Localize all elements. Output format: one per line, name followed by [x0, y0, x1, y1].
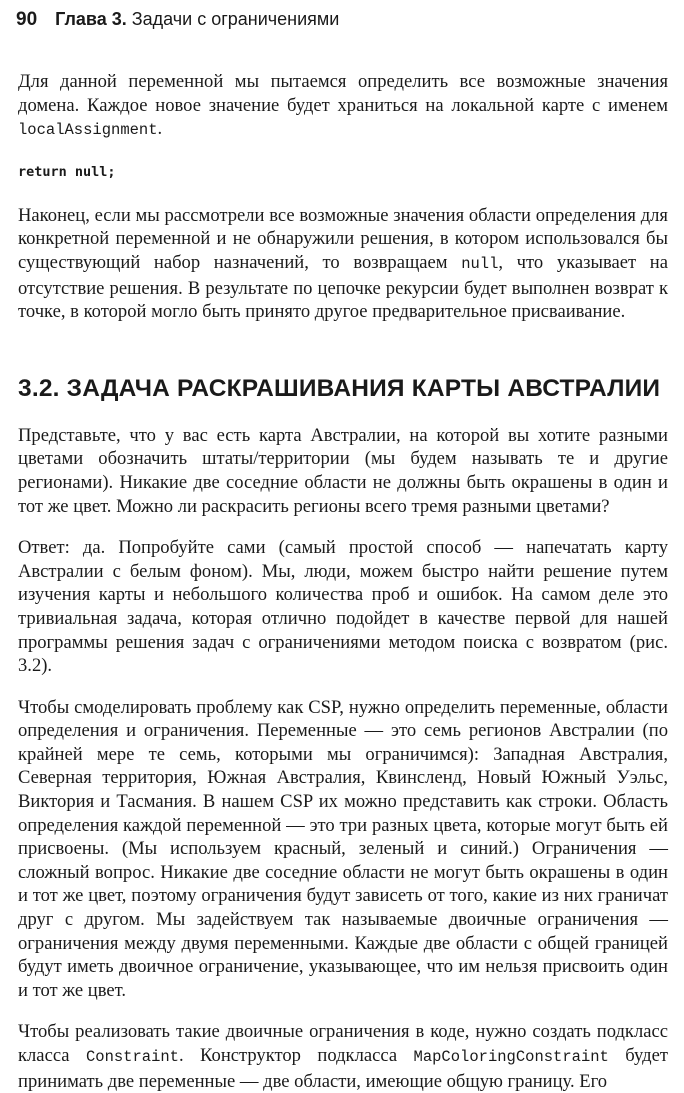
paragraph-text: .: [157, 118, 163, 140]
inline-code-map-coloring-constraint: MapColoringConstraint: [413, 1048, 609, 1066]
paragraph-binary-constraints: [18, 1020, 668, 1093]
inline-code-null: null: [461, 254, 499, 273]
section-heading: 3.2. ЗАДАЧА РАСКРАШИВАНИЯ КАРТЫ АВСТРАЛИИ: [18, 374, 661, 402]
inline-code-constraint: Constraint: [85, 1048, 179, 1066]
chapter-title: Задачи с ограничениями: [131, 9, 340, 29]
running-header: [16, 9, 339, 39]
paragraph-no-solution: [18, 204, 668, 324]
paragraph-text: Наконец, если мы рассмотрели все возможные значения области определения для конкретной переменной и не обнаружили решения, в котором использовался бы существующий набор назначений, то возвращаем: [18, 204, 668, 273]
paragraph-domain-values: [18, 70, 668, 143]
paragraph-csp-model: Чтобы смоделировать проблему как CSP, нужно определить переменные, области определения и ограничения. Переменные — это семь регионов Австралии (по крайней мере те семь, которыми мы ограничимся): Западная Австралия, Северная территория, Южная Австралия, Квинсленд, Новый Южный Уэльс, Виктория и Тасмания. В нашем CSP их можно представить как строки. Область определения каждой переменной — это три разных цвета, которые могут быть ей присвоены. (Мы используем красный, зеленый и синий.) Ограничения — сложный вопрос. Никакие две соседние области не могут быть окрашены в один и тот же цвет, поэтому ограничения будут зависеть от того, какие из них граничат друг с другом. Мы задействуем так называемые двоичные ограничения — ограничения между двумя переменными. Каждые две области с общей границей будут иметь двоичное ограничение, указывающее, что им нельзя присвоить один и тот же цвет.: [18, 696, 668, 1001]
paragraph-map-intro: Представьте, что у вас есть карта Австралии, на которой вы хотите разными цветами обозначить штаты/территории (мы будем называть те и другие регионами). Никакие две соседние области не должны быть окрашены в один и тот же цвет. Можно ли раскрасить регионы всего тремя разными цветами?: [18, 424, 668, 517]
chapter-label: Глава 3.: [55, 9, 127, 29]
paragraph-text: будет принимать две переменные — две области, имеющие общую границу. Его: [18, 1045, 668, 1092]
code-line: return null;: [18, 163, 116, 180]
page-content: [18, 70, 668, 1093]
chapter-heading: [55, 9, 339, 30]
paragraph-text: Для данной переменной мы пытаемся определить все возможные значения домена. Каждое новое значение будет храниться на локальной карте с именем: [18, 71, 668, 116]
paragraph-text: . Конструктор подкласса: [178, 1045, 414, 1066]
paragraph-text: , что указывает на отсутствие решения. В результате по цепочке рекурсии будет выполнен возврат к точке, в которой могло быть принято другое предварительное присваивание.: [18, 251, 668, 323]
paragraph-answer: Ответ: да. Попробуйте сами (самый простой способ — напечатать карту Австралии с белым фоном). Мы, люди, можем быстро найти решение путем изучения карты и небольшого количества проб и ошибок. На самом деле это тривиальная задача, которая отлично подойдет в качестве первой для нашей программы решения задач с ограничениями методом поиска с возвратом (рис. 3.2).: [18, 537, 668, 677]
page-number: 90: [16, 9, 38, 30]
inline-code-local-assignment: localAssignment: [18, 121, 158, 140]
paragraph-text: Чтобы реализовать такие двоичные ограничения в коде, нужно создать подкласс класса: [18, 1021, 668, 1066]
